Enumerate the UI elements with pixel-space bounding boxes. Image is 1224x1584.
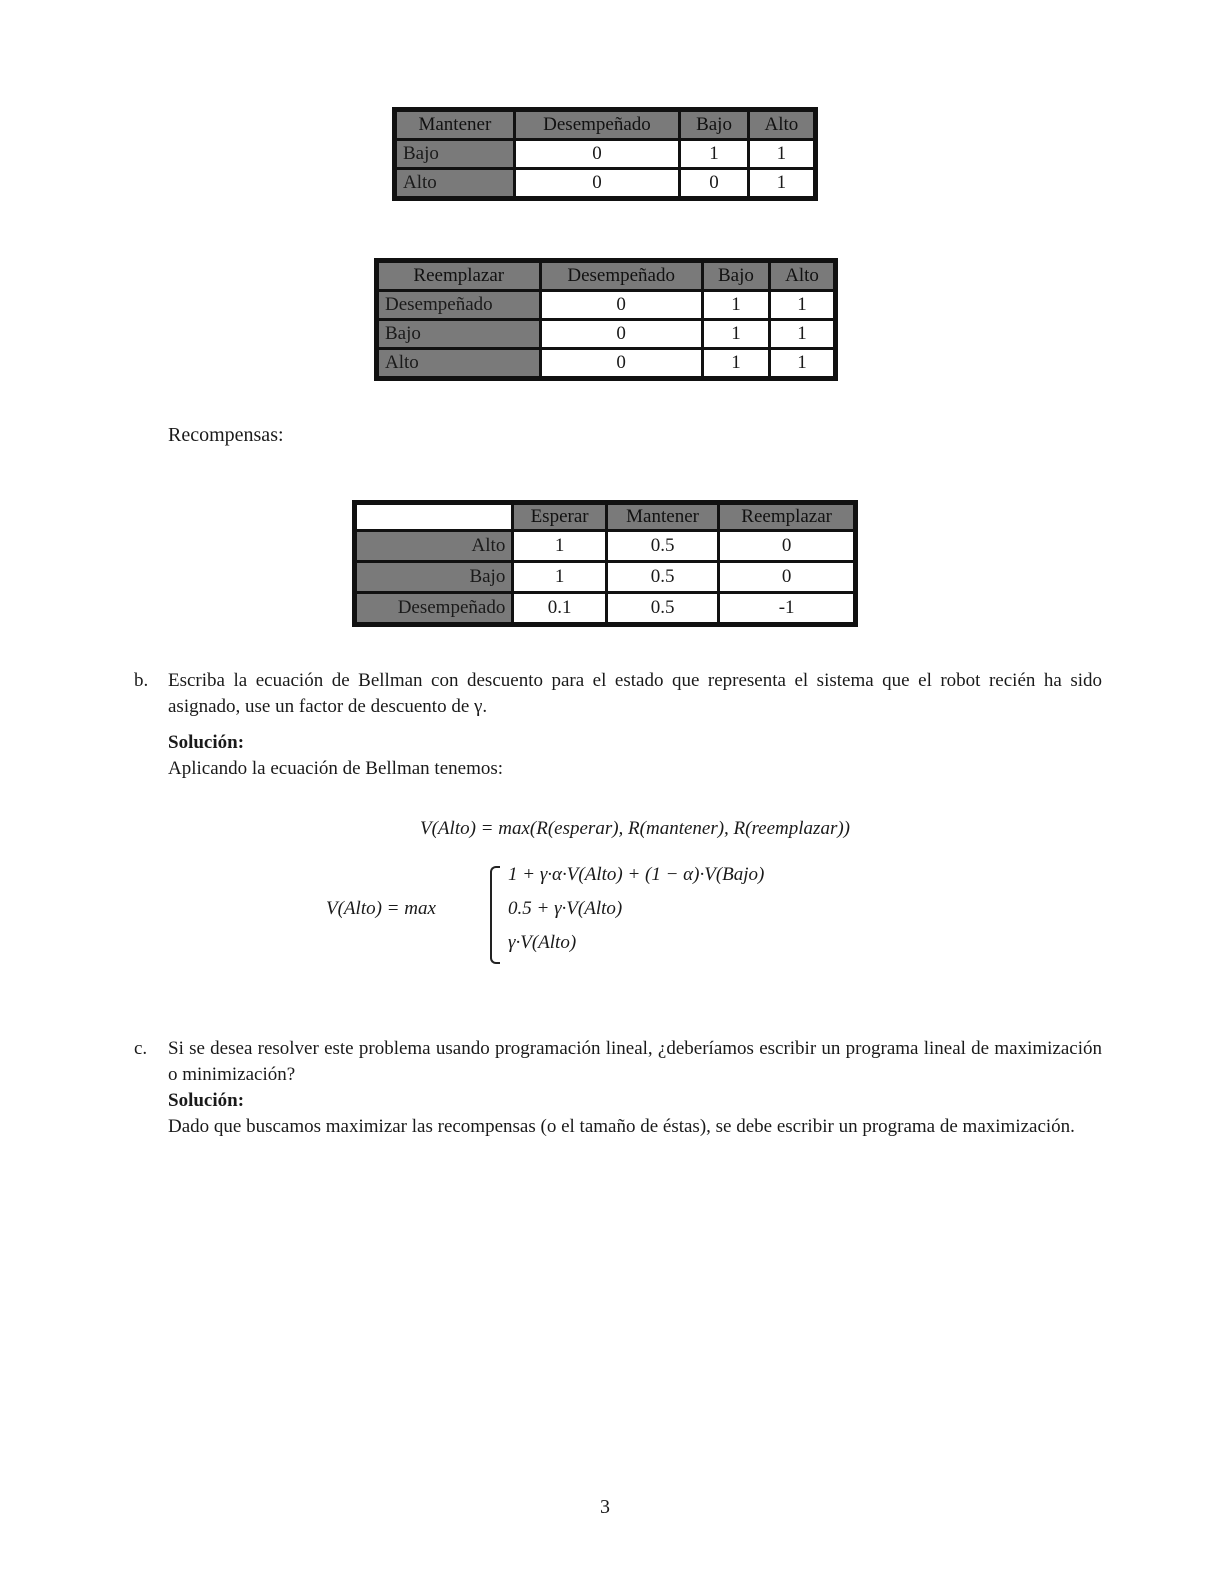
table-header-cell: Desempeñado	[540, 261, 702, 291]
row-header-cell: Bajo	[355, 562, 513, 593]
table-header-cell: Reemplazar	[377, 261, 541, 291]
table-cell: 1	[748, 169, 815, 199]
table-cell: 0.1	[513, 593, 607, 625]
table-cell: 1	[680, 140, 749, 169]
table-header-cell: Mantener	[606, 503, 718, 531]
table-header-cell: Reemplazar	[719, 503, 856, 531]
table-cell: 0	[540, 291, 702, 320]
table-cell: 0.5	[606, 593, 718, 625]
problem-item	[134, 1036, 1102, 1140]
mantener-transition-table	[392, 107, 818, 201]
problem-text: Escriba la ecuación de Bellman con descuento para el estado que representa el sistema que el robot recién ha sido asignado, use un factor de descuento de γ.	[168, 670, 1102, 717]
table-header-cell: Esperar	[513, 503, 607, 531]
left-brace-icon	[490, 866, 500, 964]
table-cell: -1	[719, 593, 856, 625]
table-row	[355, 531, 856, 562]
item-marker: c.	[134, 1038, 148, 1059]
rewards-table	[352, 500, 858, 627]
problem-item	[134, 668, 1102, 782]
table-row	[355, 562, 856, 593]
table-row	[395, 169, 816, 199]
table-cell: 0	[680, 169, 749, 199]
solution-text: Aplicando la ecuación de Bellman tenemos:	[168, 758, 504, 779]
bellman-equation-line: V(Alto) = max(R(esperar), R(mantener), R(reemplazar))	[420, 818, 850, 839]
table-row	[377, 291, 836, 320]
table-header-row	[355, 503, 856, 531]
table-cell: 1	[770, 291, 836, 320]
problem-text: Si se desea resolver este problema usando programación lineal, ¿deberíamos escribir un programa lineal de maximización o minimización?	[168, 1038, 1102, 1085]
table-cell: 0	[514, 140, 679, 169]
table-header-row	[395, 110, 816, 140]
table-cell: 0	[540, 320, 702, 349]
table-header-row	[377, 261, 836, 291]
table-cell: 1	[513, 562, 607, 593]
table-cell: 0	[719, 531, 856, 562]
table-cell: 1	[748, 140, 815, 169]
page-number: 3	[600, 1496, 610, 1518]
row-header-cell: Desempeñado	[355, 593, 513, 625]
row-header-cell: Alto	[355, 531, 513, 562]
table-corner-cell	[355, 503, 513, 531]
recompensas-label: Recompensas:	[168, 424, 284, 446]
table-header-cell: Mantener	[395, 110, 515, 140]
table-cell: 1	[702, 291, 769, 320]
table-cell: 0	[540, 349, 702, 379]
row-header-cell: Desempeñado	[377, 291, 541, 320]
table-cell: 1	[513, 531, 607, 562]
table-header-cell: Alto	[770, 261, 836, 291]
table-cell: 1	[770, 349, 836, 379]
table-header-cell: Bajo	[702, 261, 769, 291]
table-cell: 1	[702, 320, 769, 349]
table-header-cell: Alto	[748, 110, 815, 140]
equation-case: 0.5 + γ·V(Alto)	[508, 898, 623, 919]
table-row	[377, 320, 836, 349]
solution-label: Solución:	[168, 732, 245, 753]
reemplazar-transition-table	[374, 258, 838, 381]
table-cell: 0	[514, 169, 679, 199]
row-header-cell: Bajo	[377, 320, 541, 349]
table-row	[377, 349, 836, 379]
table-cell: 0.5	[606, 562, 718, 593]
table-cell: 1	[770, 320, 836, 349]
bellman-equation-lhs: V(Alto) = max	[326, 898, 436, 919]
row-header-cell: Bajo	[395, 140, 515, 169]
table-header-cell: Bajo	[680, 110, 749, 140]
table-row	[355, 593, 856, 625]
table-row	[395, 140, 816, 169]
solution-text: Dado que buscamos maximizar las recompensas (o el tamaño de éstas), se debe escribir un programa de maximización.	[168, 1116, 1075, 1137]
table-cell: 0	[719, 562, 856, 593]
row-header-cell: Alto	[395, 169, 515, 199]
equation-case: 1 + γ·α·V(Alto) + (1 − α)·V(Bajo)	[508, 864, 765, 885]
item-marker: b.	[134, 670, 149, 691]
table-cell: 0.5	[606, 531, 718, 562]
equation-case: γ·V(Alto)	[508, 932, 577, 953]
table-header-cell: Desempeñado	[514, 110, 679, 140]
row-header-cell: Alto	[377, 349, 541, 379]
solution-label: Solución:	[168, 1090, 245, 1111]
table-cell: 1	[702, 349, 769, 379]
